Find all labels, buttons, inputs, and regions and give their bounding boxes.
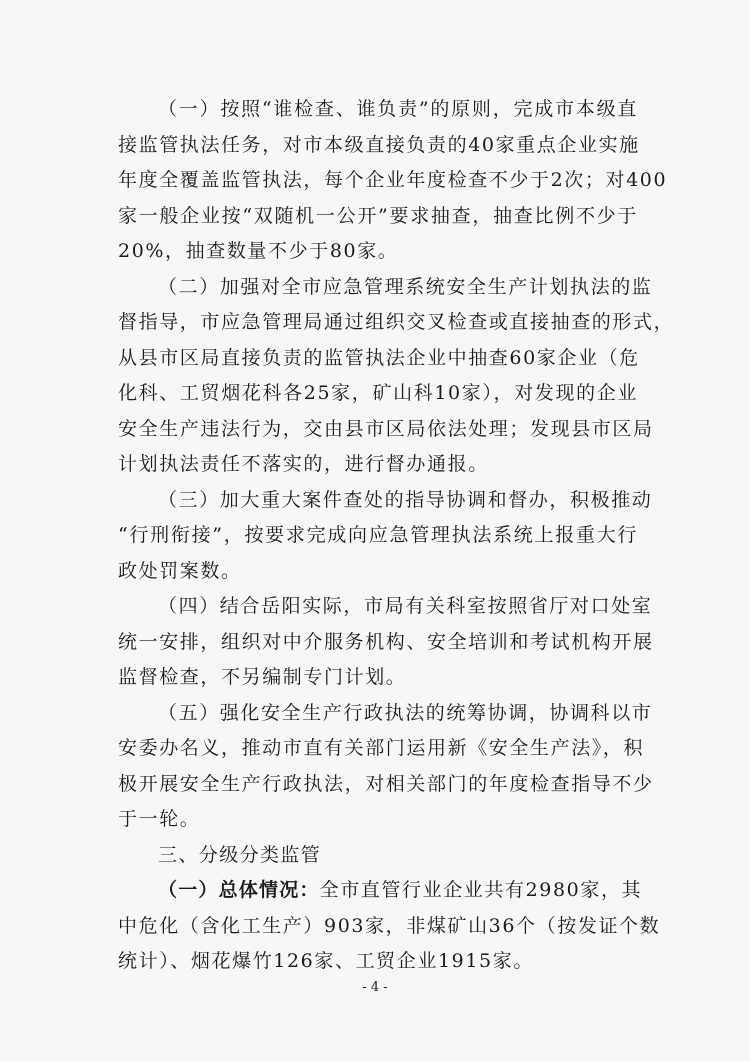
text-line: 极开展安全生产行政执法，对相关部门的年度检查指导不少 bbox=[118, 772, 654, 795]
page-number: - 4 - bbox=[362, 980, 388, 995]
text-line: 督指导，市应急管理局通过组织交叉检查或直接抽查的形式， bbox=[118, 311, 675, 333]
text-line: 接监管执法任务，对市本级直接负责的40家重点企业实施 bbox=[118, 133, 640, 156]
section-heading: 三、分级分类监管 bbox=[158, 843, 322, 866]
paragraph-3 bbox=[118, 483, 653, 590]
overview-lead: （一）总体情况： bbox=[158, 879, 320, 901]
overview-paragraph bbox=[118, 873, 661, 980]
text-line: 计划执法责任不落实的，进行督办通报。 bbox=[118, 453, 489, 475]
text-line: 20%，抽查数量不少于80家。 bbox=[118, 240, 399, 262]
paragraph-4 bbox=[118, 589, 654, 696]
text-line: 统一安排，组织对中介服务机构、安全培训和考试机构开展 bbox=[118, 630, 654, 653]
text-line: 家一般企业按“双随机一公开”要求抽查，抽查比例不少于 bbox=[118, 204, 638, 227]
paragraph-2 bbox=[118, 270, 675, 483]
document-body bbox=[118, 92, 675, 980]
overview-first-line bbox=[118, 873, 643, 909]
paragraph-5 bbox=[118, 696, 654, 838]
text-line: 安全生产违法行为，交由县市区局依法处理；发现县市区局 bbox=[118, 417, 654, 440]
text-line: （三）加大重大案件查处的指导协调和督办，积极推动 bbox=[158, 488, 653, 511]
text-line: 化科、工贸烟花科各25家，矿山科10家），对发现的企业 bbox=[118, 382, 638, 404]
text-line: （四）结合岳阳实际，市局有关科室按照省厅对口处室 bbox=[158, 595, 653, 617]
text-line: 统计）、烟花爆竹126家、工贸企业1915家。 bbox=[118, 950, 534, 972]
text-line: 从县市区局直接负责的监管执法企业中抽查60家企业（危 bbox=[118, 346, 640, 369]
text-line: 中危化（含化工生产）903家，非煤矿山36个（按发证个数 bbox=[118, 914, 661, 937]
text-line: （二）加强对全市应急管理系统安全生产计划执法的监 bbox=[158, 275, 653, 298]
overview-first-line-text: 全市直管行业企业共有2980家，其 bbox=[319, 879, 643, 901]
paragraph-1 bbox=[118, 92, 668, 270]
text-line: “行刑衔接”，按要求完成向应急管理执法系统上报重大行 bbox=[118, 524, 638, 546]
text-line: 监督检查，不另编制专门计划。 bbox=[118, 666, 407, 688]
text-line: （五）强化安全生产行政执法的统筹协调，协调科以市 bbox=[158, 701, 653, 724]
text-line: 政处罚案数。 bbox=[118, 559, 242, 582]
text-line: （一）按照“谁检查、谁负责”的原则，完成市本级直 bbox=[158, 98, 638, 120]
text-line: 年度全覆盖监管执法，每个企业年度检查不少于2次；对400 bbox=[118, 169, 668, 191]
text-line: 于一轮。 bbox=[118, 808, 201, 830]
text-line: 安委办名义，推动市直有关部门运用新《安全生产法》，积 bbox=[118, 737, 645, 759]
